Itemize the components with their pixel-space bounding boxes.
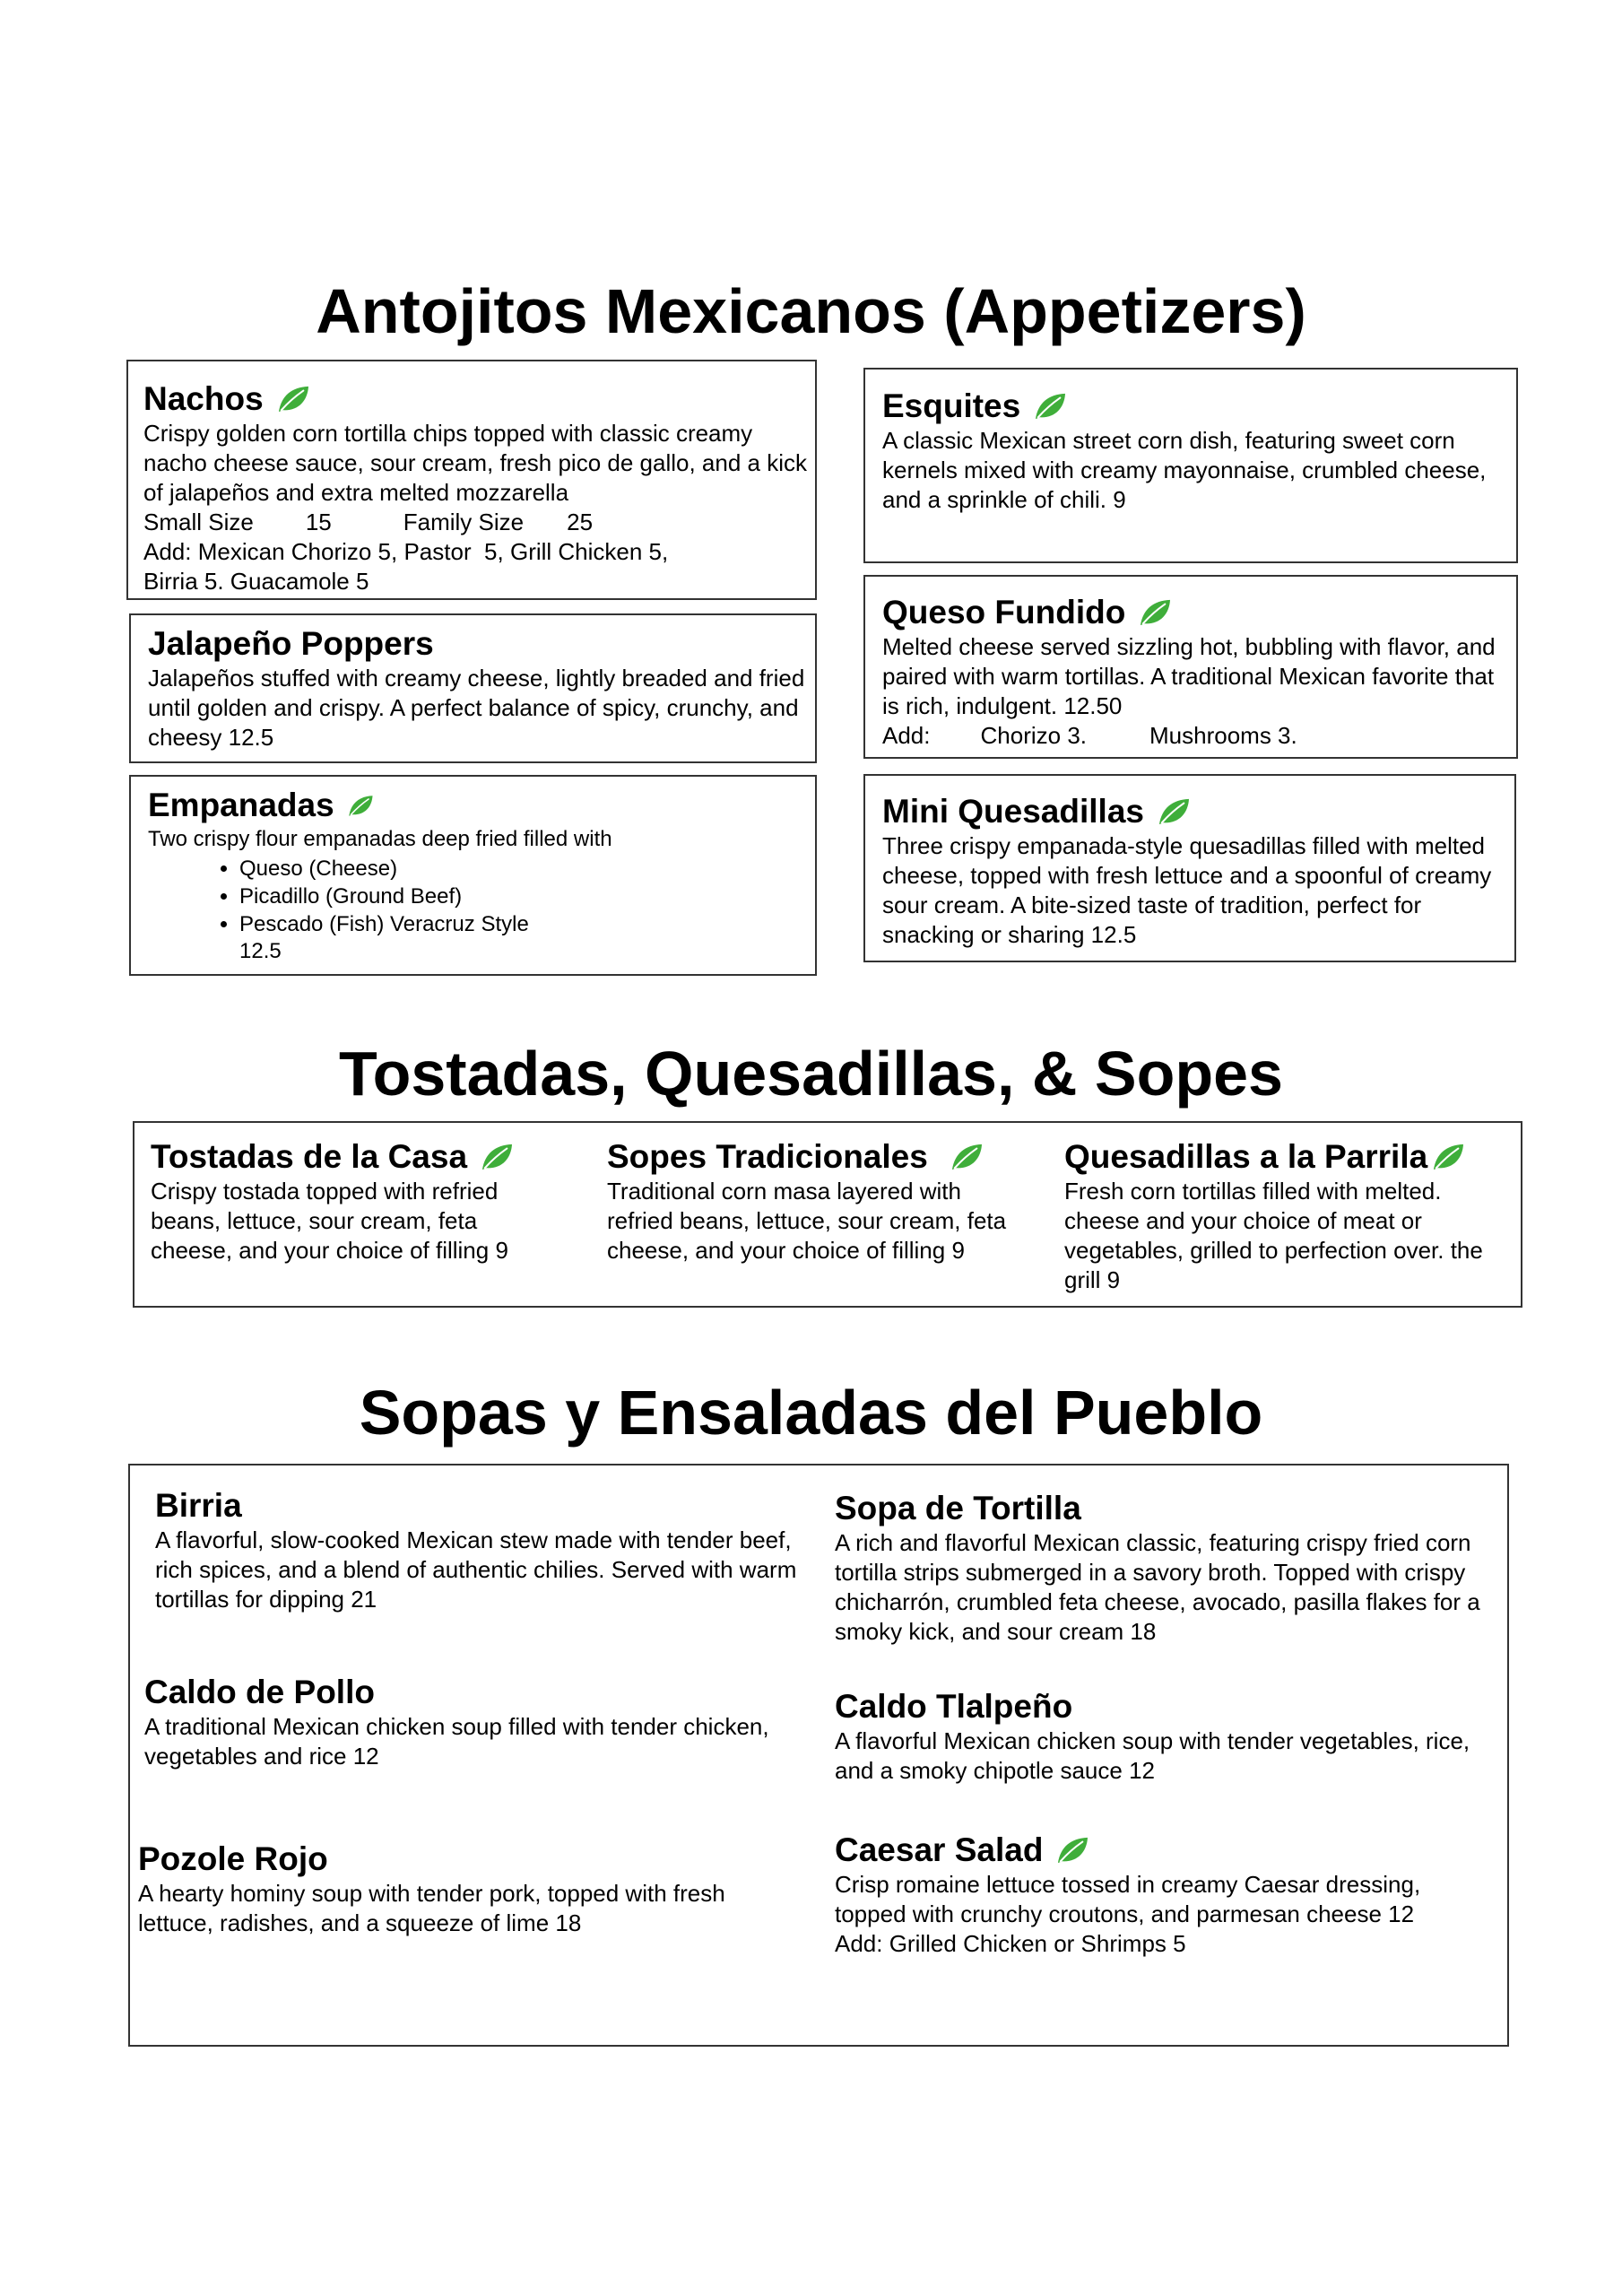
list-item: • Queso (Cheese) — [239, 855, 807, 883]
leaf-icon — [480, 1142, 514, 1172]
leaf-icon — [1138, 597, 1172, 628]
list-item: • Pescado (Fish) Veracruz Style — [239, 910, 807, 938]
nachos-desc: Crispy golden corn tortilla chips topped with classic creamy nacho cheese sauce, sour cream, fresh pico de gallo, and a kick of jalapeños and extra melted mozzarella — [143, 420, 807, 506]
tlalpeno-item — [835, 1687, 1494, 1786]
esquites-desc: A classic Mexican street corn dish, featuring sweet corn kernels mixed with creamy mayonnaise, crumbled cheese, and a sprinkle of chili. 9 — [882, 427, 1487, 513]
queso-add-row — [882, 721, 1510, 751]
tlalpeno-desc: A flavorful Mexican chicken soup with tender vegetables, rice, and a smoky chipotle sauce 12 — [835, 1727, 1470, 1784]
caesar-name: Caesar Salad — [835, 1831, 1044, 1868]
queso-add-mushrooms: Mushrooms 3. — [1149, 722, 1297, 749]
nachos-title-row — [143, 379, 807, 419]
birria-item — [155, 1486, 801, 1614]
jalapeno-name: Jalapeño Poppers — [148, 625, 434, 662]
leaf-icon — [1055, 1835, 1089, 1866]
tortilla-name: Sopa de Tortilla — [835, 1490, 1081, 1526]
pozole-item — [138, 1839, 802, 1938]
nachos-size-row — [143, 508, 807, 537]
empanadas-price: 12.5 — [239, 939, 282, 963]
casa-title-row — [151, 1137, 563, 1177]
mini-title-row — [882, 792, 1510, 831]
empanadas-name: Empanadas — [148, 787, 334, 823]
parrila-name: Quesadillas a la Parrila — [1064, 1138, 1428, 1175]
jalapeno-item — [148, 624, 807, 752]
tostadas-heading: Tostadas, Quesadillas, & Sopes — [339, 1039, 1283, 1109]
family-size-label: Family Size — [403, 509, 525, 535]
caesar-desc: Crisp romaine lettuce tossed in creamy Caesar dressing, topped with crunchy croutons, and parmesan cheese 12 — [835, 1871, 1421, 1927]
tostadas-casa-item — [151, 1137, 563, 1265]
nachos-add-line-2: Birria 5. Guacamole 5 — [143, 568, 369, 595]
leaf-icon — [1033, 391, 1067, 422]
nachos-name: Nachos — [143, 380, 264, 417]
leaf-icon — [347, 794, 374, 818]
nachos-add-line-1: Add: Mexican Chorizo 5, Pastor 5, Grill Chicken 5, — [143, 538, 669, 565]
small-size-label: Small Size — [143, 509, 254, 535]
parrila-title-row — [1064, 1137, 1513, 1177]
sopes-desc: Traditional corn masa layered with refried beans, lettuce, sour cream, feta cheese, and your choice of filling 9 — [607, 1178, 1007, 1264]
tlalpeno-name: Caldo Tlalpeño — [835, 1688, 1073, 1725]
leaf-icon — [1431, 1142, 1465, 1172]
leaf-icon — [276, 384, 310, 414]
pollo-desc: A traditional Mexican chicken soup filled with tender chicken, vegetables and rice 12 — [144, 1713, 769, 1770]
mini-name: Mini Quesadillas — [882, 793, 1144, 830]
casa-name: Tostadas de la Casa — [151, 1138, 468, 1175]
parrila-item — [1064, 1137, 1513, 1295]
empanadas-fillings-list — [148, 855, 807, 938]
pollo-item — [144, 1673, 790, 1771]
birria-desc: A flavorful, slow-cooked Mexican stew made with tender beef, rich spices, and a blend of authentic chilies. Served with warm tortillas for dipping 21 — [155, 1526, 797, 1613]
pozole-desc: A hearty hominy soup with tender pork, topped with fresh lettuce, radishes, and a squeeze of lime 18 — [138, 1880, 725, 1936]
tortilla-item — [835, 1489, 1480, 1647]
birria-name: Birria — [155, 1487, 242, 1524]
parrila-desc: Fresh corn tortillas filled with melted. cheese and your choice of meat or vegetables, grilled to perfection over. the grill 9 — [1064, 1178, 1483, 1293]
empanadas-item — [148, 786, 807, 965]
jalapeno-desc: Jalapeños stuffed with creamy cheese, lightly breaded and fried until golden and crispy. A perfect balance of spicy, crunchy, and cheesy 12.5 — [148, 665, 805, 751]
leaf-icon — [950, 1142, 984, 1172]
queso-name: Queso Fundido — [882, 594, 1126, 631]
pollo-name: Caldo de Pollo — [144, 1674, 375, 1710]
empanadas-title-row — [148, 786, 807, 825]
caesar-title-row — [835, 1831, 1494, 1870]
caesar-item — [835, 1831, 1494, 1959]
sopes-title-row — [607, 1137, 1028, 1177]
tortilla-desc: A rich and flavorful Mexican classic, featuring crispy fried corn tortilla strips submerged in a savory broth. Topped with crispy chicharrón, crumbled feta cheese, avocado, pasilla flakes for a smoky kick, and sour cream 18 — [835, 1529, 1480, 1645]
leaf-icon — [1157, 796, 1191, 827]
sopas-heading: Sopas y Ensaladas del Pueblo — [359, 1378, 1263, 1448]
queso-add-chorizo: Chorizo 3. — [980, 722, 1087, 749]
sopes-name: Sopes Tradicionales — [607, 1138, 928, 1175]
pozole-name: Pozole Rojo — [138, 1840, 328, 1877]
queso-add-label: Add: — [882, 722, 931, 749]
appetizers-heading: Antojitos Mexicanos (Appetizers) — [316, 276, 1306, 346]
queso-title-row — [882, 593, 1510, 632]
family-size-price: 25 — [567, 509, 594, 535]
esquites-name: Esquites — [882, 387, 1021, 424]
caesar-add: Add: Grilled Chicken or Shrimps 5 — [835, 1930, 1186, 1957]
esquites-title-row — [882, 387, 1510, 426]
mini-desc: Three crispy empanada-style quesadillas filled with melted cheese, topped with fresh lettuce and a spoonful of creamy sour cream. A bite-sized taste of tradition, perfect for snacking or sharing 12.5 — [882, 832, 1492, 948]
sopes-item — [607, 1137, 1028, 1265]
small-size-price: 15 — [305, 509, 332, 535]
esquites-item — [882, 387, 1510, 515]
casa-desc: Crispy tostada topped with refried beans, lettuce, sour cream, feta cheese, and your choice of filling 9 — [151, 1178, 508, 1264]
list-item: • Picadillo (Ground Beef) — [239, 883, 807, 910]
queso-item — [882, 593, 1510, 751]
queso-desc: Melted cheese served sizzling hot, bubbling with flavor, and paired with warm tortillas. A traditional Mexican favorite that is rich, indulgent. 12.50 — [882, 633, 1496, 719]
empanadas-desc: Two crispy flour empanadas deep fried filled with — [148, 827, 612, 851]
mini-quesadillas-item — [882, 792, 1510, 950]
nachos-item — [143, 379, 807, 596]
